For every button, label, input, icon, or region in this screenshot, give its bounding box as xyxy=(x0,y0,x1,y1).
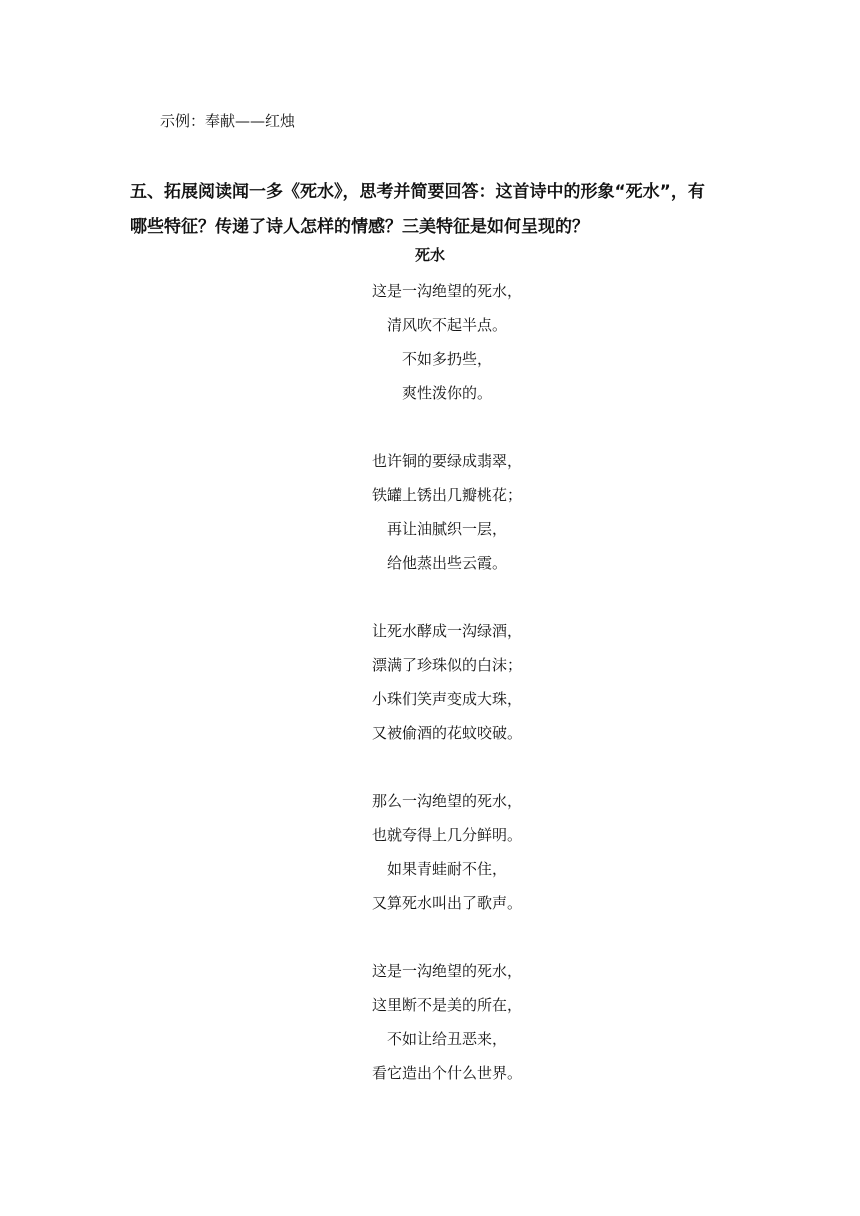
poem-line: 给他蒸出些云霞。 xyxy=(387,554,508,572)
poem-line: 又被偷酒的花蚊咬破。 xyxy=(372,724,523,742)
poem-stanza-2 xyxy=(372,451,672,587)
poem-line: 爽性泼你的。 xyxy=(402,384,493,402)
poem-stanza-5 xyxy=(372,961,672,1097)
poem-line: 如果青蛙耐不住， xyxy=(387,860,508,878)
poem-line: 这是一沟绝望的死水， xyxy=(372,962,523,980)
poem-stanza-4 xyxy=(372,791,672,927)
question-line-1: 五、拓展阅读闻一多《死水》，思考并简要回答：这首诗中的形象“死水”，有 xyxy=(130,182,705,202)
poem-line: 也就夸得上几分鲜明。 xyxy=(372,826,523,844)
poem-line: 这里断不是美的所在， xyxy=(372,996,523,1014)
poem-line: 让死水酵成一沟绿酒， xyxy=(372,622,523,640)
poem-line: 不如让给丑恶来， xyxy=(387,1030,508,1048)
poem-body xyxy=(372,281,672,1131)
poem-line: 小珠们笑声变成大珠， xyxy=(372,690,523,708)
poem-line: 又算死水叫出了歌声。 xyxy=(372,894,523,912)
question-heading xyxy=(130,175,750,245)
poem-line: 铁罐上锈出几瓣桃花； xyxy=(372,486,523,504)
poem-stanza-3 xyxy=(372,621,672,757)
poem-line: 再让油腻织一层， xyxy=(387,520,508,538)
poem-title: 死水 xyxy=(414,246,445,264)
poem-line: 不如多扔些， xyxy=(402,350,493,368)
poem-stanza-1 xyxy=(372,281,672,417)
poem-line: 漂满了珍珠似的白沫； xyxy=(372,656,523,674)
poem-line: 也许铜的要绿成翡翠， xyxy=(372,452,523,470)
poem-line: 这是一沟绝望的死水， xyxy=(372,282,523,300)
question-line-2: 哪些特征？传递了诗人怎样的情感？三美特征是如何呈现的？ xyxy=(130,217,589,237)
example-text: 示例：奉献——红烛 xyxy=(160,112,296,130)
poem-line: 那么一沟绝望的死水， xyxy=(372,792,523,810)
poem-line: 清风吹不起半点。 xyxy=(387,316,508,334)
poem-line: 看它造出个什么世界。 xyxy=(372,1064,523,1082)
